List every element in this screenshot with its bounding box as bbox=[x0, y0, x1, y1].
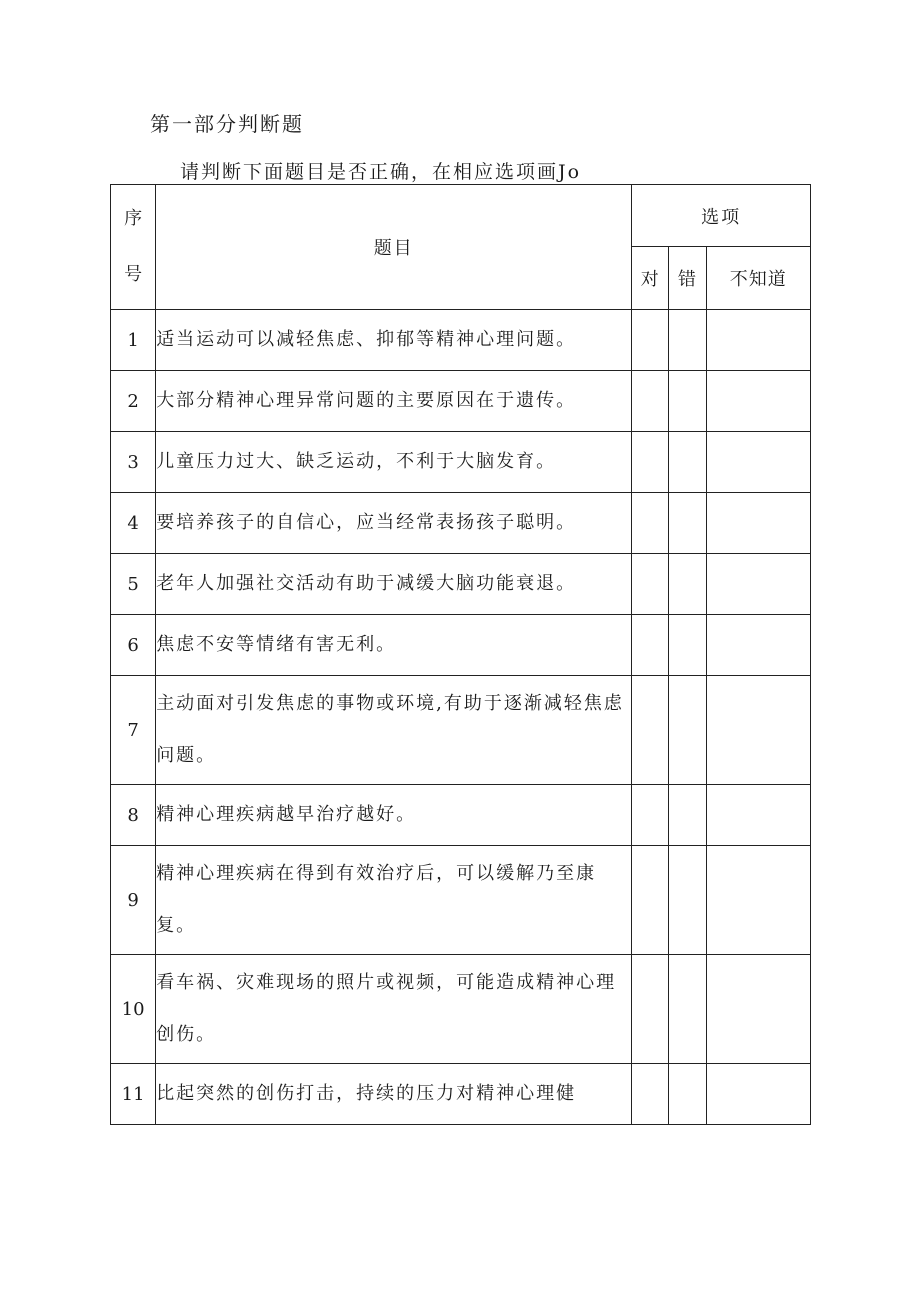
answer-unknown-cell[interactable] bbox=[706, 785, 810, 846]
answer-wrong-cell[interactable] bbox=[669, 1064, 706, 1125]
table-row bbox=[111, 493, 811, 554]
row-number: 1 bbox=[111, 310, 156, 371]
row-question: 精神心理疾病越早治疗越好。 bbox=[156, 785, 632, 846]
header-right: 对 bbox=[632, 247, 669, 310]
header-number-line1: 序 bbox=[124, 208, 143, 229]
answer-right-cell[interactable] bbox=[632, 371, 669, 432]
row-number: 10 bbox=[111, 955, 156, 1064]
answer-wrong-cell[interactable] bbox=[669, 615, 706, 676]
answer-unknown-cell[interactable] bbox=[706, 493, 810, 554]
row-question: 儿童压力过大、缺乏运动，不利于大脑发育。 bbox=[156, 432, 632, 493]
answer-unknown-cell[interactable] bbox=[706, 676, 810, 785]
table-row bbox=[111, 955, 811, 1064]
answer-right-cell[interactable] bbox=[632, 1064, 669, 1125]
table-row bbox=[111, 371, 811, 432]
table-row bbox=[111, 554, 811, 615]
answer-right-cell[interactable] bbox=[632, 432, 669, 493]
table-row bbox=[111, 432, 811, 493]
row-question: 要培养孩子的自信心，应当经常表扬孩子聪明。 bbox=[156, 493, 632, 554]
table-row bbox=[111, 676, 811, 785]
answer-right-cell[interactable] bbox=[632, 676, 669, 785]
header-number-line2: 号 bbox=[124, 264, 143, 285]
row-number: 11 bbox=[111, 1064, 156, 1125]
answer-wrong-cell[interactable] bbox=[669, 785, 706, 846]
answer-wrong-cell[interactable] bbox=[669, 371, 706, 432]
answer-unknown-cell[interactable] bbox=[706, 846, 810, 955]
answer-wrong-cell[interactable] bbox=[669, 493, 706, 554]
row-number: 8 bbox=[111, 785, 156, 846]
header-wrong: 错 bbox=[669, 247, 706, 310]
row-number: 9 bbox=[111, 846, 156, 955]
answer-unknown-cell[interactable] bbox=[706, 955, 810, 1064]
table-row bbox=[111, 846, 811, 955]
table-row bbox=[111, 310, 811, 371]
answer-unknown-cell[interactable] bbox=[706, 554, 810, 615]
header-unknown: 不知道 bbox=[706, 247, 810, 310]
answer-right-cell[interactable] bbox=[632, 615, 669, 676]
header-question: 题目 bbox=[156, 185, 632, 310]
header-options: 选项 bbox=[632, 185, 811, 247]
answer-unknown-cell[interactable] bbox=[706, 615, 810, 676]
answer-unknown-cell[interactable] bbox=[706, 371, 810, 432]
answer-unknown-cell[interactable] bbox=[706, 310, 810, 371]
answer-right-cell[interactable] bbox=[632, 493, 669, 554]
row-number: 5 bbox=[111, 554, 156, 615]
row-number: 6 bbox=[111, 615, 156, 676]
row-number: 3 bbox=[111, 432, 156, 493]
row-question: 比起突然的创伤打击，持续的压力对精神心理健 bbox=[156, 1064, 632, 1125]
quiz-table bbox=[110, 184, 811, 1125]
row-question: 老年人加强社交活动有助于减缓大脑功能衰退。 bbox=[156, 554, 632, 615]
answer-right-cell[interactable] bbox=[632, 955, 669, 1064]
row-question: 焦虑不安等情绪有害无利。 bbox=[156, 615, 632, 676]
answer-unknown-cell[interactable] bbox=[706, 432, 810, 493]
answer-unknown-cell[interactable] bbox=[706, 1064, 810, 1125]
header-number bbox=[111, 185, 156, 310]
table-row bbox=[111, 1064, 811, 1125]
answer-right-cell[interactable] bbox=[632, 554, 669, 615]
answer-wrong-cell[interactable] bbox=[669, 432, 706, 493]
row-number: 7 bbox=[111, 676, 156, 785]
row-question: 主动面对引发焦虑的事物或环境,有助于逐渐减轻焦虑问题。 bbox=[156, 676, 632, 785]
instructions: 请判断下面题目是否正确，在相应选项画Jo bbox=[180, 161, 582, 183]
answer-wrong-cell[interactable] bbox=[669, 676, 706, 785]
row-number: 2 bbox=[111, 371, 156, 432]
row-question: 大部分精神心理异常问题的主要原因在于遗传。 bbox=[156, 371, 632, 432]
answer-right-cell[interactable] bbox=[632, 785, 669, 846]
table-row bbox=[111, 615, 811, 676]
answer-wrong-cell[interactable] bbox=[669, 310, 706, 371]
answer-wrong-cell[interactable] bbox=[669, 554, 706, 615]
row-question: 看车祸、灾难现场的照片或视频，可能造成精神心理创伤。 bbox=[156, 955, 632, 1064]
section-title: 第一部分判断题 bbox=[150, 112, 304, 136]
answer-right-cell[interactable] bbox=[632, 310, 669, 371]
row-question: 适当运动可以减轻焦虑、抑郁等精神心理问题。 bbox=[156, 310, 632, 371]
answer-wrong-cell[interactable] bbox=[669, 846, 706, 955]
row-number: 4 bbox=[111, 493, 156, 554]
answer-wrong-cell[interactable] bbox=[669, 955, 706, 1064]
row-question: 精神心理疾病在得到有效治疗后，可以缓解乃至康复。 bbox=[156, 846, 632, 955]
answer-right-cell[interactable] bbox=[632, 846, 669, 955]
table-row bbox=[111, 785, 811, 846]
